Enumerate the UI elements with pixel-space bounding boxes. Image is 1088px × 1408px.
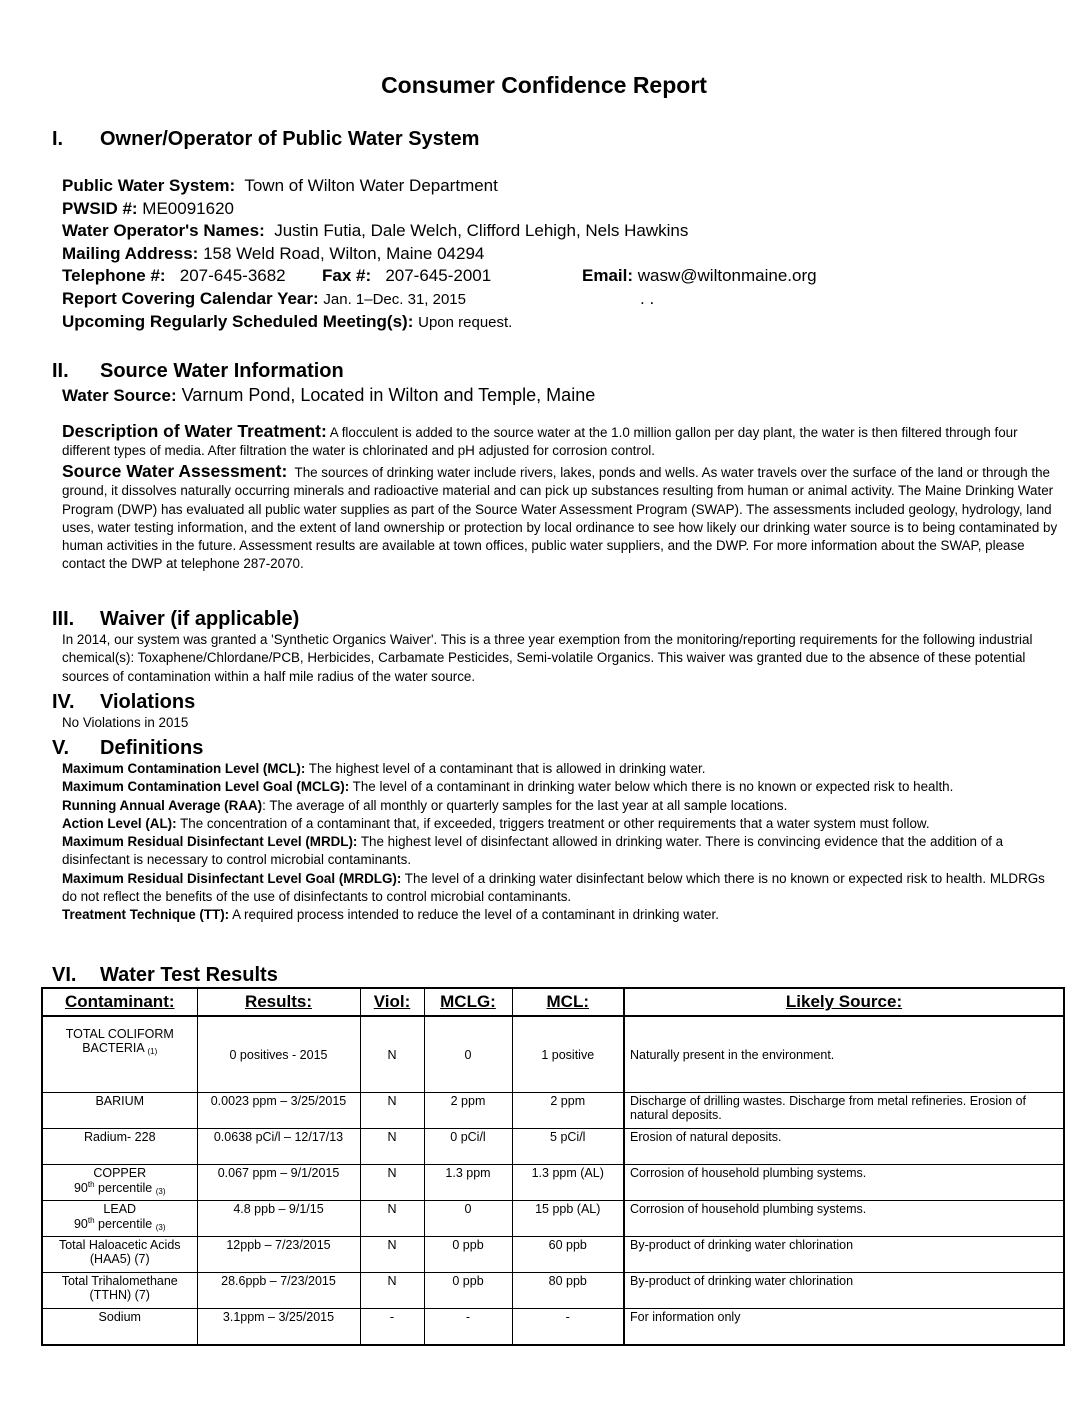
contaminant-name: Total Haloacetic Acids (HAA5) (7) [58,1238,181,1266]
footnote-ref: (1) [147,1047,158,1056]
pwsid-line: PWSID #: ME0091620 [62,198,234,218]
report-title: Consumer Confidence Report [381,72,707,98]
table-header-row [42,988,1064,1016]
header-mclg: MCLG: [424,988,512,1016]
cell-viol: N [360,1165,424,1201]
cell-results: 0 positives - 2015 [197,1016,360,1093]
cell-mclg: 0 ppb [424,1237,512,1273]
section-title: Owner/Operator of Public Water System [100,128,480,150]
cell-results: 0.0023 ppm – 3/25/2015 [197,1093,360,1129]
cell-contaminant [42,1237,197,1273]
table-row [42,1165,1064,1201]
cell-likely-source: Corrosion of household plumbing systems. [624,1165,1064,1201]
header-mcl: MCL: [512,988,624,1016]
cell-likely-source: By-product of drinking water chlorination [624,1273,1064,1309]
cell-mcl: 2 ppm [512,1093,624,1129]
contaminant-subtitle: 90th percentile [73,1216,153,1232]
definition-tt: Treatment Technique (TT): A required process intended to reduce the level of a contaminant in drinking water. [62,907,719,923]
cell-viol: N [360,1201,424,1237]
cell-viol: N [360,1016,424,1093]
water-treatment-paragraph: Description of Water Treatment: A flocculent is added to the source water at the 1.0 million gallon per day plant, the water is then filtered through four different types of media. After filtration the water is chlorinated and pH adjusted for corrosion control. [62,421,1018,459]
table-row [42,1309,1064,1346]
cell-contaminant [42,1273,197,1309]
section-number: I. [52,128,64,150]
cell-likely-source: Discharge of drilling wastes. Discharge from metal refineries. Erosion of natural deposits. [624,1093,1064,1129]
violations-text: No Violations in 2015 [62,715,189,730]
cell-likely-source: Naturally present in the environment. [624,1016,1064,1093]
cell-mclg: - [424,1309,512,1346]
cell-results: 4.8 ppb – 9/1/15 [197,1201,360,1237]
cell-mcl: 15 ppb (AL) [512,1201,624,1237]
contaminant-subtitle: 90th percentile [73,1180,153,1196]
cell-mcl: 1 positive [512,1016,624,1093]
owner-info [62,175,817,335]
contact-line: Telephone #: 207-645-3682 Fax #: 207-645-2001 Email: wasw@wiltonmaine.org [62,266,817,285]
table-row [42,1129,1064,1165]
definitions-list [62,760,1062,925]
definition-raa: Running Annual Average (RAA): The average of all monthly or quarterly samples for the last year at all sample locations. [62,797,788,813]
cell-results: 12ppb – 7/23/2015 [197,1237,360,1273]
cell-mclg: 0 ppb [424,1273,512,1309]
section-heading-waiver: III. Waiver (if applicable) [52,608,300,630]
section-heading-owner [52,128,479,151]
definition-mclg: Maximum Contamination Level Goal (MCLG): The level of a contaminant in drinking water below which there is no known or expected risk to health. [62,779,954,795]
cell-mclg: 1.3 ppm [424,1165,512,1201]
public-water-system-line: Public Water System: Town of Wilton Water Department [62,176,498,195]
calendar-year-line: Report Covering Calendar Year: Jan. 1–Dec. 31, 2015 . . [62,288,655,308]
cell-viol: N [360,1093,424,1129]
cell-viol: N [360,1129,424,1165]
table-row [42,1237,1064,1273]
definition-mrdl: Maximum Residual Disinfectant Level (MRDL): The highest level of disinfectant allowed in drinking water. There is convincing evidence that the addition of a disinfectant is necessary to control microbial contaminants. [62,834,1004,868]
cell-likely-source: For information only [624,1309,1064,1346]
contaminant-name: Radium- 228 [83,1130,156,1144]
cell-mcl: 1.3 ppm (AL) [512,1165,624,1201]
definition-mrdlg: Maximum Residual Disinfectant Level Goal (MRDLG): The level of a drinking water disinfectant below which there is no known or expected risk to health. MLDRGs do not reflect the benefits of the use of disinfectants to control microbial contaminants. [62,870,1045,905]
cell-mclg: 0 [424,1201,512,1237]
water-test-results-table [41,987,1065,1346]
cell-contaminant [42,1129,197,1165]
cell-results: 0.067 ppm – 9/1/2015 [197,1165,360,1201]
cell-results: 0.0638 pCi/l – 12/17/13 [197,1129,360,1165]
cell-mcl: 80 ppb [512,1273,624,1309]
email-link[interactable]: wasw@wiltonmaine.org [637,266,817,285]
table-row [42,1273,1064,1309]
cell-mcl: - [512,1309,624,1346]
cell-likely-source: Erosion of natural deposits. [624,1129,1064,1165]
fax-value: 207-645-2001 [385,266,492,285]
cell-likely-source: By-product of drinking water chlorination [624,1237,1064,1273]
table-row [42,1016,1064,1093]
waiver-paragraph: In 2014, our system was granted a 'Synthetic Organics Waiver'. This is a three year exemption from the monitoring/reporting requirements for the following industrial chemical(s): Toxaphene/Chlordane/PCB, Herbicides, Carbamate Pesticides, Semi-volatile Organics. This waiver was granted due to the absence of these potential sources of contamination within a half mile radius of the water source. [62,632,1033,684]
section-heading-source: II. Source Water Information [52,360,344,382]
cell-mclg: 0 pCi/l [424,1129,512,1165]
cell-mcl: 60 ppb [512,1237,624,1273]
cell-results: 3.1ppm – 3/25/2015 [197,1309,360,1346]
header-contaminant: Contaminant: [42,988,197,1016]
footnote-ref: (3) [155,1223,166,1233]
contaminant-name: BARIUM [95,1094,145,1108]
contaminant-name: Sodium [98,1310,141,1324]
cell-contaminant [42,1309,197,1346]
header-likely-source: Likely Source: [624,988,1064,1016]
phone-value: 207-645-3682 [179,266,286,285]
header-results: Results: [197,988,360,1016]
section-heading-violations: IV. Violations [52,691,196,713]
cell-mclg: 2 ppm [424,1093,512,1129]
section-heading-results: VI. Water Test Results [52,964,278,986]
cell-contaminant [42,1016,197,1093]
cell-mclg: 0 [424,1016,512,1093]
cell-mcl: 5 pCi/l [512,1129,624,1165]
operators-line: Water Operator's Names: Justin Futia, Dale Welch, Clifford Lehigh, Nels Hawkins [62,221,689,240]
definition-mcl: Maximum Contamination Level (MCL): The highest level of a contaminant that is allowed in drinking water. [62,761,706,776]
cell-viol: N [360,1237,424,1273]
footnote-ref: (3) [155,1187,166,1197]
section-heading-definitions: V. Definitions [52,737,204,759]
source-assessment-paragraph: Source Water Assessment: The sources of drinking water include rivers, lakes, ponds and wells. As water travels over the surface of the land or through the ground, it dissolves naturally occurring minerals and radioactive material and can pick up substances resulting from human or animal activity. The Maine Drinking Water Program (DWP) has evaluated all public water supplies as part of the Source Water Assessment Program (SWAP). The assessments included geology, hydrology, land uses, water testing information, and the extent of land ownership or protection by local ordinance to see how likely our drinking water source is to being contaminated by human activities in the future. Assessment results are available at town offices, public water suppliers, and the DWP. For more information about the SWAP, please contact the DWP at telephone 287-2070. [62,461,1058,572]
contaminant-name: TOTAL COLIFORM BACTERIA [65,1027,174,1055]
contaminant-name: COPPER [93,1166,147,1180]
cell-likely-source: Corrosion of household plumbing systems. [624,1201,1064,1237]
water-source-line: Water Source: Varnum Pond, Located in Wilton and Temple, Maine [62,385,596,405]
contaminant-name: Total Trihalomethane (TTHN) (7) [61,1274,178,1302]
cell-contaminant [42,1201,197,1237]
cell-contaminant [42,1093,197,1129]
cell-viol: N [360,1273,424,1309]
cell-viol: - [360,1309,424,1346]
header-viol: Viol: [360,988,424,1016]
table-row [42,1201,1064,1237]
meeting-line: Upcoming Regularly Scheduled Meeting(s): Upon request. [62,312,513,331]
table-row [42,1093,1064,1129]
cell-contaminant [42,1165,197,1201]
contaminant-name: LEAD [103,1202,137,1216]
cell-results: 28.6ppb – 7/23/2015 [197,1273,360,1309]
definition-al: Action Level (AL): The concentration of a contaminant that, if exceeded, triggers treatment or other requirements that a water system must follow. [62,815,930,831]
mailing-address-line: Mailing Address: 158 Weld Road, Wilton, Maine 04294 [62,243,485,263]
